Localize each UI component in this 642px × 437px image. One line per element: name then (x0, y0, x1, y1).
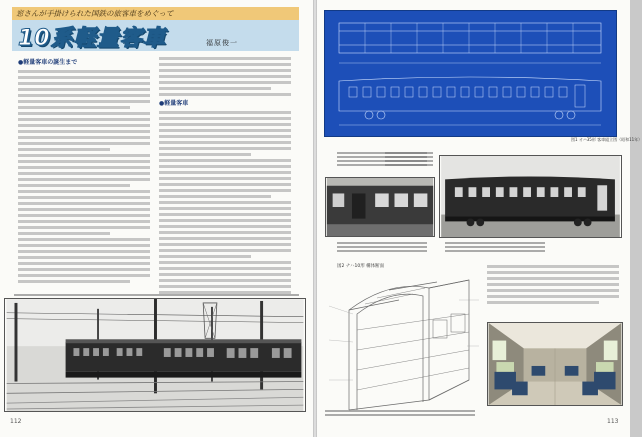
page-number: 112 (10, 418, 22, 425)
text-column-2 (159, 54, 291, 292)
left-page (0, 0, 313, 437)
blueprint-drawing (324, 10, 617, 137)
photo-caption (385, 150, 433, 168)
page-number: 113 (607, 418, 619, 425)
text-column-1 (18, 58, 150, 290)
section-heading: ●軽量客車の誕生まで (18, 59, 78, 66)
text-column-right (487, 262, 619, 322)
blueprint-caption: 図1 オハ35形 客車組立図（昭和11年） (571, 137, 642, 142)
article-subtitle: 窓さんが手掛けられた国鉄の旅客車をめぐって (16, 9, 174, 18)
car-end-photo (325, 177, 435, 237)
article-author: 福原俊一 (206, 39, 238, 47)
interior-photo (487, 322, 623, 406)
photo-caption (325, 408, 475, 418)
right-page (317, 0, 642, 437)
photo-caption (337, 240, 427, 254)
photo-caption (445, 240, 545, 254)
car-side-photo (439, 155, 622, 238)
train-photo (4, 298, 306, 412)
article-title: 10系軽量客車 (18, 26, 166, 51)
diagram-heading: 図2 ナハ10形 構体断面 (337, 264, 385, 269)
body-cross-section-diagram (329, 270, 489, 420)
section-heading: ●軽量客車 (159, 100, 189, 107)
